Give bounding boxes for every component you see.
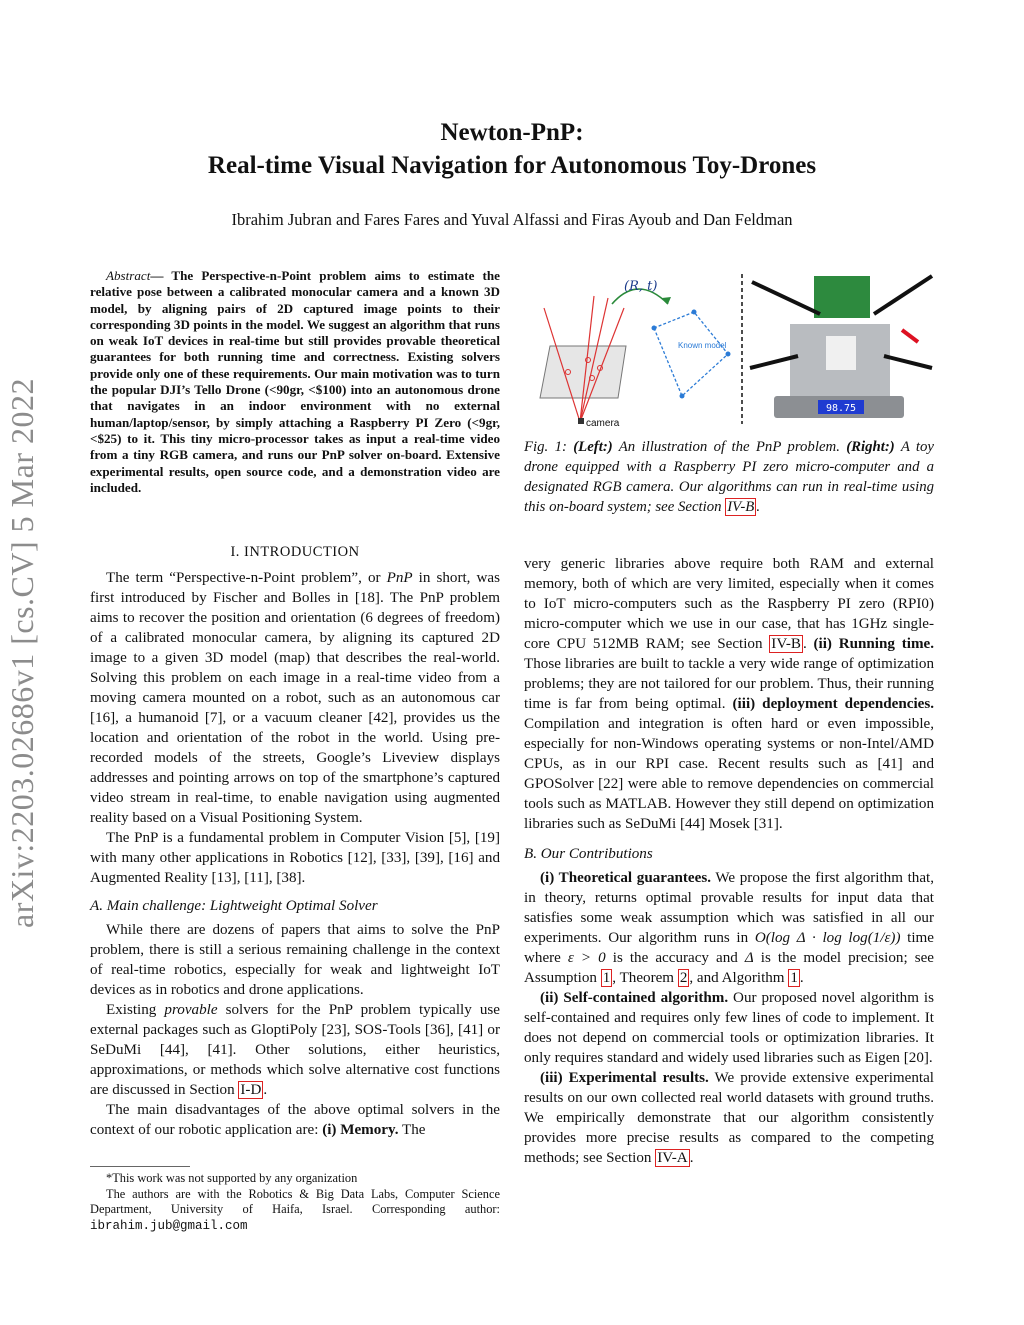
authors: Ibrahim Jubran and Fares Fares and Yuval Alfassi and Firas Ayoub and Dan Feldman [231,210,793,229]
camera-label: camera [586,418,620,429]
c1-text-f: , and Algorithm [689,970,789,986]
propeller-top-left [752,282,820,314]
model-point-p4 [652,326,657,331]
abstract [90,268,500,496]
p4-text-b: solvers for the PnP problem typically use external packages such as GloptiPoly [23], SOS-Tools [36], [41] or SeDuMi [44], [41]. Other solutions, either heuristics, approximations, or methods which solve alternative cost functions are discussed in Section [90,1002,500,1098]
contribution-1 [524,868,934,988]
footnote-affiliation [90,1187,500,1235]
rp1-text-a: very generic libraries above require both RAM and external memory, both of which are very limited, especially when it comes to IoT micro-computers such as the Raspberry PI zero (RPI0) micro-computer which we use in our case, that has 1GHz single-core CPU 512MB RAM; see Section [524,556,934,652]
paper-title [0,116,1024,182]
caption-link-iv-b[interactable]: IV-B [727,499,755,515]
pnp-illustration [540,279,731,429]
propeller-bottom-right [884,356,932,368]
title-line-1: Newton-PnP: [440,119,584,146]
introduction [90,530,500,1140]
c1-text-g: . [799,970,804,986]
intro-paragraph-1 [90,568,500,828]
p5-text-a: The main disadvantages of the above optimal solvers in the context of our robotic application are: [90,1102,500,1138]
section-link-iv-a[interactable]: IV-A [657,1150,688,1166]
footnote [90,1166,500,1234]
title-line-2: Real-time Visual Navigation for Autonomous Toy-Drones [207,152,817,179]
footnote-rule [90,1166,190,1167]
caption-text-2: A toy drone equipped with a Raspberry PI zero micro-computer and a designated RGB camera. Our algorithms can run in real-time using this on-board system; see Section [524,439,934,515]
caption-text-1: An illustration of the PnP problem. [612,439,847,455]
algorithm-link-1[interactable]: 1 [790,970,798,986]
propeller-top-right [874,276,932,314]
footnote-affiliation-text: The authors are with the Robotics & Big Data Labs, Computer Science Department, University of Haifa, Israel. Corresponding author: [90,1186,500,1216]
rp1-text-c: Those libraries are built to tackle a very wide range of optimization problems; they are not tailored for our problem. Thus, their running time is far from being optimal. [524,656,934,712]
subsection-heading-a: A. Main challenge: Lightweight Optimal Solver [90,898,378,914]
rp1-running-time: (ii) Running time. [813,636,934,652]
section-link-i-d[interactable]: I-D [240,1082,262,1098]
c1-text-a: We propose the first algorithm that, in theory, returns optimal provable results for input data that satisfies some weak assumption which was satisfied in all our experiments. Our algorithm runs in [524,870,934,946]
p4-text-c: . [263,1082,268,1098]
rp1-deployment: (iii) deployment dependencies. [732,696,934,712]
known-model-shape [654,312,728,396]
c1-heading: (i) Theoretical guarantees. [540,870,711,886]
intro-paragraph-4 [90,1000,500,1100]
figure-caption [524,437,934,517]
section-link-iv-b[interactable]: IV-B [771,636,801,652]
c3-heading: (iii) Experimental results. [540,1070,709,1086]
c2-heading: (ii) Self-contained algorithm. [540,990,729,1006]
known-model-label: Known model [678,341,727,350]
theorem-link-2[interactable]: 2 [679,970,688,986]
pose-label: (R, t) [624,279,658,294]
intro-paragraph-5 [90,1100,500,1140]
footnote-funding: *This work was not supported by any organization [106,1171,358,1185]
model-point-p2 [726,352,731,357]
arxiv-identifier: arXiv:2203.02686v1 [cs.CV] 5 Mar 2022 [4,378,40,928]
abstract-dash: — [150,268,172,283]
figure-1 [528,268,934,430]
intro-paragraph-3: While there are dozens of papers that aims to solve the PnP problem, there is still a serious remaining challenge in the context of real-time robotics, especially for weak and lightweight IoT devices as in robotics and drone applications. [90,922,500,998]
abstract-text: The Perspective-n-Point problem aims to estimate the relative pose between a calibrated monocular camera and a known 3D model, by aligning pairs of 2D captured image points to their corresponding 3D points in the model. We suggest an algorithm that runs on weak IoT devices in real-time but still provides provable theoretical guarantees for both running time and correctness. Existing solvers provide only one of these requirements. Our main motivation was to turn the popular DJI’s Tello Drone (<90gr, <$100) into an autonomous drone that navigates in an indoor environment with no external human/laptop/sensor, by simply attaching a Raspberry PI Zero (<9gr, <$25) to it. This tiny micro-processor takes as input a real-time video from a tiny RGB camera, and runs our PnP solver on-board. Extensive experimental results, open source code, and a demonstration video are included. [90,268,500,495]
caption-end: . [756,499,761,515]
c1-text-d: is the model precision; see Assumption [524,950,934,986]
p5-memory: (i) Memory. [322,1122,399,1138]
intro-paragraph-2: The PnP is a fundamental problem in Computer Vision [5], [19] with many other applications in Robotics [12], [33], [39], [16] and Augmented Reality [13], [11], [38]. [90,830,500,886]
caption-left: (Left:) [573,439,613,455]
subsection-heading-b: B. Our Contributions [524,846,653,862]
intro-p1-pnp: PnP [386,570,413,586]
c3-text-a: We provide extensive experimental results on our own collected real world datasets with ground truths. We empirically demonstrate that our algorithm consistently provides more precise results as compared to the competing methods; see Section [524,1070,935,1166]
drone-red-accent [902,330,918,342]
contribution-3 [524,1068,934,1168]
c1-complexity: O(log Δ · log log(1/ε)) [754,930,901,946]
drone-photo [750,276,932,418]
caption-fig-label: Fig. 1: [524,439,574,455]
contribution-2 [524,988,934,1068]
c1-text-e: , Theorem [612,970,678,986]
model-point-p1 [680,394,685,399]
author-email[interactable]: ibrahim.jub@gmail.com [90,1218,248,1233]
assumption-link-1[interactable]: 1 [602,970,611,986]
scale-reading: 98.75 [825,403,857,414]
right-paragraph-1 [524,554,934,834]
rp1-text-d: Compilation and integration is often hard or even impossible, especially for non-Windows operating systems or non-Intel/AMD CPUs, as in our RPI case. Recent results such as [41] and GPOSolver [22] were able to remove dependencies on commercial tools such as MATLAB. However they still depend on optimization libraries such as SeDuMi [44] Mosek [31]. [524,716,934,832]
figure-1-graphic [528,268,934,430]
camera-icon [578,418,584,424]
section-heading-introduction: I. INTRODUCTION [230,544,360,560]
raspberry-pi-board [814,276,870,318]
right-column [524,554,934,1168]
p4-text-a: Existing [106,1002,165,1018]
p5-text-b: The [398,1122,426,1138]
c1-epsilon: ε > 0 [567,950,606,966]
drone-battery [826,336,856,370]
p4-provable: provable [164,1002,218,1018]
rp1-text-b: . [802,636,814,652]
c3-text-b: . [689,1150,694,1166]
c2-text: Our proposed novel algorithm is self-contained and requires only few lines of code to implement. It does not depend on commercial tools or optimization libraries. It only requires standard and widely used libraries such as Eigen [20]. [524,990,934,1066]
c1-text-c: is the accuracy and [605,950,745,966]
c1-delta: Δ [744,950,754,966]
intro-p1-text-a: The term “Perspective-n-Point problem”, or [106,570,387,586]
model-point-p3 [692,310,697,315]
abstract-label: Abstract [106,268,151,283]
c1-text-b: time where [524,930,934,966]
intro-p1-text-b: in short, was first introduced by Fischer and Bolles in [18]. The PnP problem aims to recover the position and orientation (6 degrees of freedom) of a calibrated monocular camera, by aligning its captured 2D image to a given 3D model (map) that describes the real-world. Solving this problem on each image in a real-time video from a moving camera mounted on a robot, such as an autonomous car [16], a humanoid [7], or a vacuum cleaner [42], provides us the location and orientation of the robot in the world. Using pre-recorded models of the streets, Google’s Liveview displays addresses and pointing arrows on top of the smartphone’s captured video stream in real-time, to enable navigation using augmented reality based on a Visual Positioning System. [90,570,500,826]
caption-right: (Right:) [846,439,895,455]
